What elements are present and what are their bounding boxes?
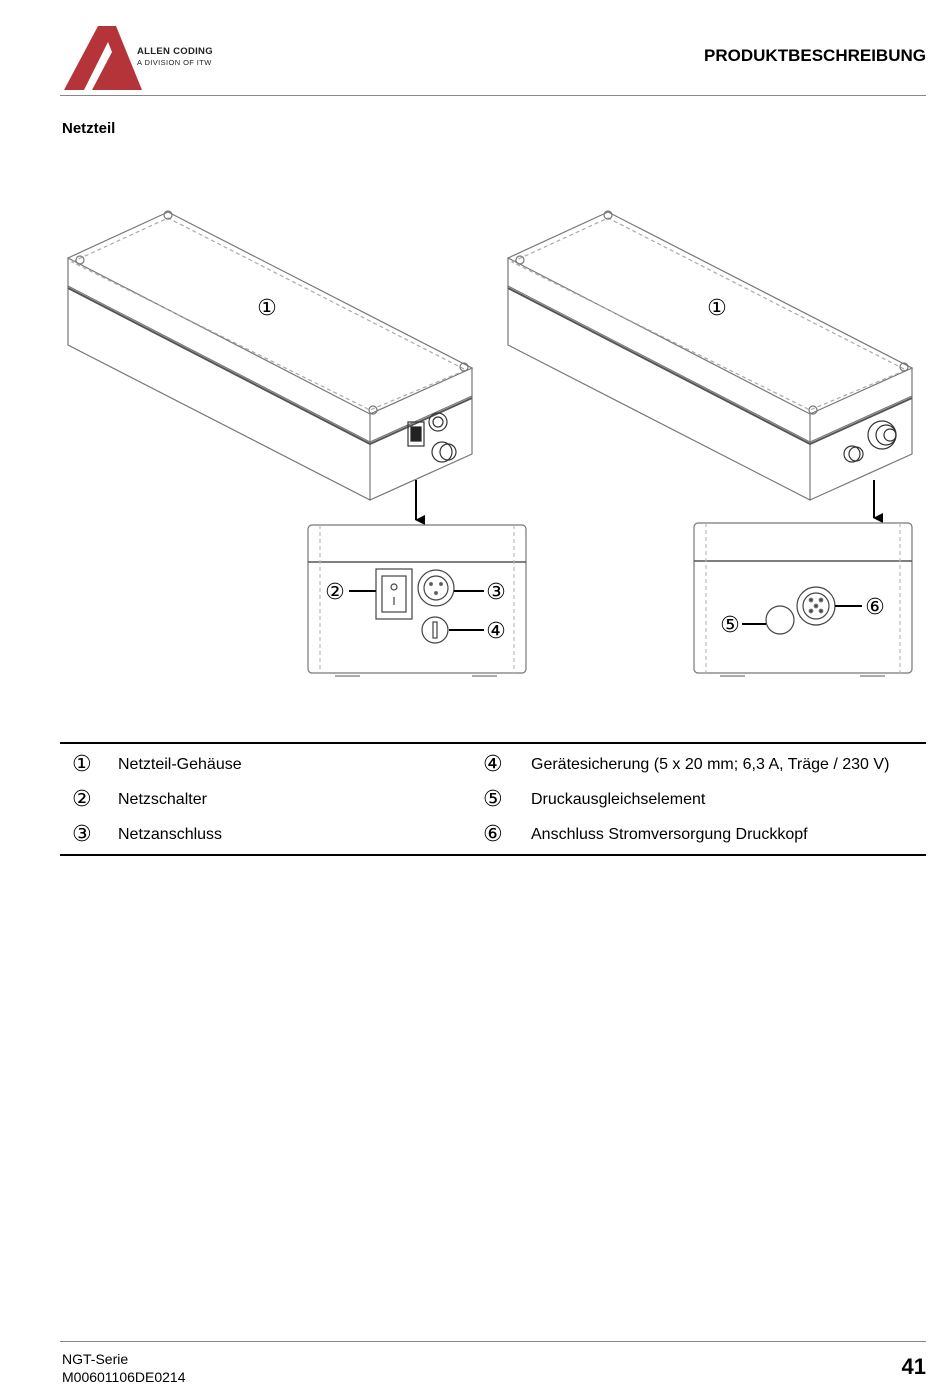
legend-text: Druckausgleichselement	[531, 790, 706, 808]
housing-left-isometric	[68, 211, 472, 500]
page-number: 41	[901, 1354, 926, 1379]
legend-num: ⑤	[483, 787, 503, 812]
power-supply-drawing	[60, 200, 930, 690]
legend-text: Netzteil-Gehäuse	[118, 755, 242, 773]
legend-row	[60, 747, 926, 782]
callout-3: ③	[486, 580, 506, 605]
legend-table	[60, 742, 926, 856]
document-id: M00601106DE0214	[62, 1369, 186, 1385]
legend-text: Anschluss Stromversorgung Druckkopf	[531, 825, 808, 843]
legend-text: Netzanschluss	[118, 825, 223, 843]
header-divider	[60, 95, 926, 96]
legend-row	[60, 782, 926, 817]
legend-num: ①	[72, 752, 92, 777]
callout-2: ②	[325, 580, 345, 605]
callout-1-right: ①	[707, 296, 727, 321]
callout-5: ⑤	[720, 613, 740, 638]
callout-1-left: ①	[257, 296, 277, 321]
brand-name: ALLEN CODING	[137, 46, 213, 57]
footer-divider	[60, 1341, 926, 1342]
legend-text: Netzschalter	[118, 790, 207, 808]
legend-num: ②	[72, 787, 92, 812]
allen-coding-logo	[64, 24, 142, 90]
series-name: NGT-Serie	[62, 1351, 129, 1367]
legend-text: Gerätesicherung (5 x 20 mm; 6,3 A, Träge / 230 V)	[531, 755, 890, 773]
housing-right-isometric	[508, 211, 912, 500]
legend-num: ④	[483, 752, 503, 777]
section-title: Netzteil	[62, 120, 116, 137]
legend-num: ③	[72, 822, 92, 847]
callout-4: ④	[486, 619, 506, 644]
legend-num: ⑥	[483, 822, 503, 847]
legend-row	[60, 817, 926, 852]
page-header-title: PRODUKTBESCHREIBUNG	[704, 46, 926, 65]
division-text: A DIVISION OF ITW	[137, 58, 212, 67]
callout-6: ⑥	[865, 595, 885, 620]
logo-text	[137, 46, 213, 68]
footer-left	[62, 1350, 186, 1386]
